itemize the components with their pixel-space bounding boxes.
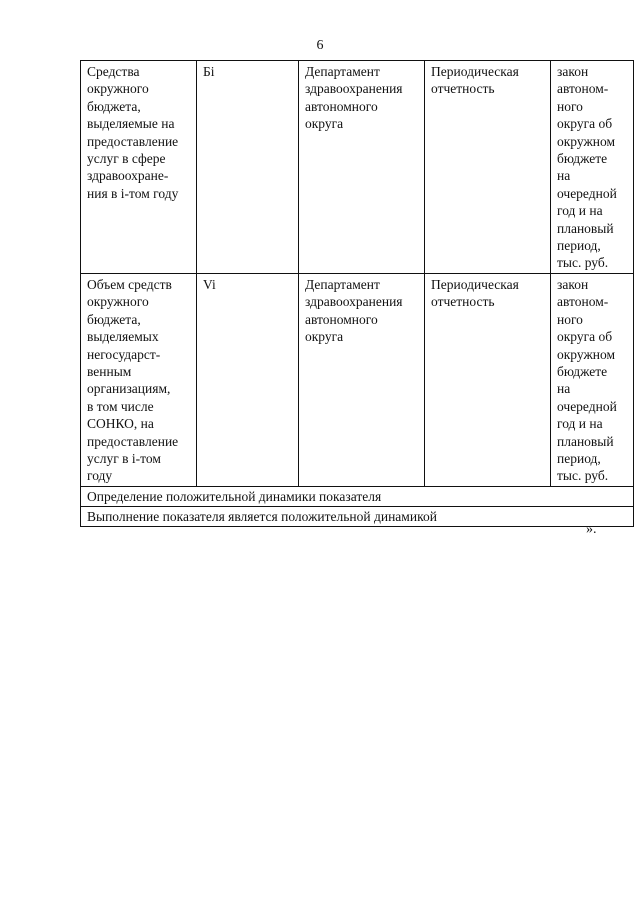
table-row bbox=[81, 61, 634, 274]
text-line: округа об bbox=[557, 329, 613, 345]
closing-quote-mark: ». bbox=[586, 522, 597, 537]
text-line: услуг в сфере bbox=[87, 151, 166, 167]
text-line: плановый bbox=[557, 220, 614, 236]
text-line: Периодическая bbox=[431, 276, 519, 292]
text-line: отчетность bbox=[431, 294, 495, 310]
text-line: окружного bbox=[87, 294, 149, 310]
text-line: автономного bbox=[305, 98, 378, 114]
text-line: Департамент bbox=[305, 64, 380, 79]
text-line: Vi bbox=[203, 276, 216, 292]
text-line: бюджете bbox=[557, 151, 608, 167]
text-line: закон bbox=[557, 64, 589, 79]
text-line: предоставление bbox=[87, 133, 179, 149]
indicator-name-cell bbox=[81, 273, 197, 486]
text-line: автоном- bbox=[557, 81, 609, 97]
text-line: бюджете bbox=[557, 363, 608, 379]
table-row bbox=[81, 486, 634, 506]
text-line: закон bbox=[557, 276, 589, 292]
text-line: на bbox=[557, 381, 571, 397]
dynamics-heading: Определение положительной динамики показателя bbox=[81, 486, 634, 506]
text-line: Периодическая bbox=[431, 64, 519, 79]
collection-method-cell bbox=[425, 273, 551, 486]
text-line: период, bbox=[557, 450, 601, 466]
text-line: Департамент bbox=[305, 276, 380, 292]
page-number: 6 bbox=[316, 38, 324, 53]
text-line: очередной bbox=[557, 185, 617, 201]
text-line: период, bbox=[557, 238, 601, 254]
data-source-cell bbox=[299, 61, 425, 274]
text-line: окружном bbox=[557, 133, 616, 149]
table-row bbox=[81, 506, 634, 526]
data-source-cell bbox=[299, 273, 425, 486]
text-line: очередной bbox=[557, 398, 617, 414]
text-line: СОНКО, на bbox=[87, 416, 154, 432]
legal-basis-cell bbox=[551, 273, 634, 486]
indicator-symbol-cell bbox=[197, 273, 299, 486]
text-line: бюджета, bbox=[87, 98, 141, 114]
text-line: здравоохранения bbox=[305, 294, 403, 310]
text-line: бюджета, bbox=[87, 311, 141, 327]
text-line: предоставление bbox=[87, 433, 179, 449]
text-line: округа bbox=[305, 116, 344, 132]
text-line: выделяемые на bbox=[87, 116, 175, 132]
text-line: округа об bbox=[557, 116, 613, 132]
text-line: тыс. руб. bbox=[557, 468, 609, 484]
indicator-name-cell bbox=[81, 61, 197, 274]
text-line: плановый bbox=[557, 433, 614, 449]
text-line: услуг в i-том bbox=[87, 450, 161, 466]
text-line: выделяемых bbox=[87, 329, 159, 345]
text-line: венным bbox=[87, 363, 132, 379]
text-line: отчетность bbox=[431, 81, 495, 97]
text-line: Бi bbox=[203, 64, 215, 79]
text-line: в том числе bbox=[87, 398, 154, 414]
table-row bbox=[81, 273, 634, 486]
text-line: году bbox=[87, 468, 113, 484]
dynamics-text: Выполнение показателя является положительной динамикой bbox=[81, 506, 634, 526]
text-line: ния в i-том году bbox=[87, 185, 179, 201]
text-line: окружном bbox=[557, 346, 616, 362]
text-line: ного bbox=[557, 311, 583, 327]
text-line: тыс. руб. bbox=[557, 255, 609, 271]
text-line: Средства bbox=[87, 64, 140, 79]
text-line: организациям, bbox=[87, 381, 171, 397]
text-line: автоном- bbox=[557, 294, 609, 310]
text-line: здравоохранения bbox=[305, 81, 403, 97]
text-line: округа bbox=[305, 329, 344, 345]
indicator-table bbox=[80, 60, 634, 527]
text-line: год и на bbox=[557, 203, 603, 219]
text-line: ного bbox=[557, 98, 583, 114]
text-line: Объем средств bbox=[87, 276, 172, 292]
text-line: год и на bbox=[557, 416, 603, 432]
collection-method-cell bbox=[425, 61, 551, 274]
text-line: на bbox=[557, 168, 571, 184]
text-line: здравоохране- bbox=[87, 168, 169, 184]
text-line: автономного bbox=[305, 311, 378, 327]
indicator-symbol-cell bbox=[197, 61, 299, 274]
text-line: окружного bbox=[87, 81, 149, 97]
legal-basis-cell bbox=[551, 61, 634, 274]
text-line: негосударст- bbox=[87, 346, 161, 362]
